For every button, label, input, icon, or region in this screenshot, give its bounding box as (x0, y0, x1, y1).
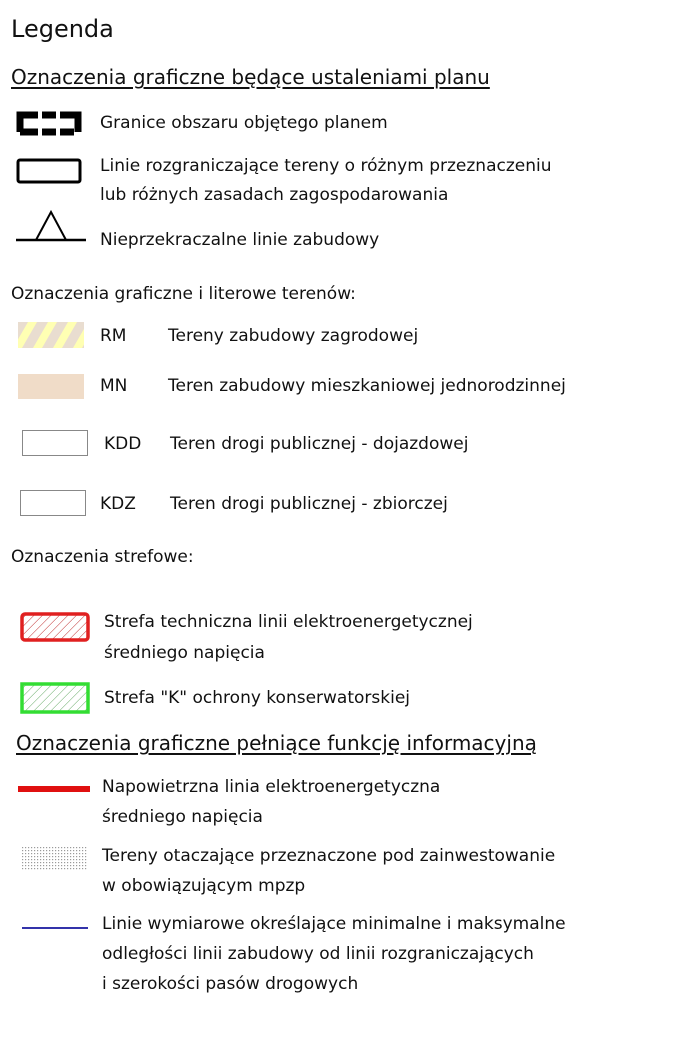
k-zone-hatch-icon (20, 682, 90, 714)
legend-label: odległości linii zabudowy od linii rozgraniczających (102, 944, 534, 964)
legend-title: Legenda (11, 15, 114, 43)
section-heading-strefy: Oznaczenia strefowe: (11, 547, 194, 567)
rectangle-outline-icon (16, 158, 82, 184)
dotted-area-icon (22, 847, 88, 871)
section-heading-zones: Oznaczenia graficzne i literowe terenów: (11, 284, 356, 304)
dashed-boundary-icon (16, 111, 82, 137)
legend-label: Linie rozgraniczające tereny o różnym przeznaczeniu (100, 156, 552, 176)
legend-label: w obowiązującym mpzp (102, 876, 306, 896)
mn-swatch-icon (18, 374, 84, 399)
zone-label: Tereny zabudowy zagrodowej (168, 326, 419, 346)
rm-swatch-icon (18, 322, 84, 348)
kdz-swatch-icon (20, 490, 86, 516)
zone-code: KDZ (100, 494, 136, 514)
legend-label: Tereny otaczające przeznaczone pod zainwestowanie (102, 846, 556, 866)
power-line-icon (18, 786, 90, 792)
legend-label: średniego napięcia (104, 643, 265, 663)
zone-code: RM (100, 326, 127, 346)
legend-label: i szerokości pasów drogowych (102, 974, 359, 994)
building-line-triangle-icon (14, 206, 88, 246)
legend-label: Linie wymiarowe określające minimalne i maksymalne (102, 914, 566, 934)
legend-label: Granice obszaru objętego planem (100, 113, 388, 133)
section-heading-plan: Oznaczenia graficzne będące ustaleniami planu (11, 65, 490, 89)
legend-label: Nieprzekraczalne linie zabudowy (100, 230, 380, 250)
zone-label: Teren zabudowy mieszkaniowej jednorodzinnej (168, 376, 566, 396)
section-heading-info: Oznaczenia graficzne pełniące funkcję informacyjną (16, 731, 537, 755)
zone-code: MN (100, 376, 128, 396)
kdd-swatch-icon (22, 430, 88, 456)
zone-label: Teren drogi publicznej - zbiorczej (170, 494, 448, 514)
legend-label: lub różnych zasadach zagospodarowania (100, 185, 449, 205)
legend-label: średniego napięcia (102, 807, 263, 827)
legend-label: Strefa "K" ochrony konserwatorskiej (104, 688, 411, 708)
legend-label: Strefa techniczna linii elektroenergetycznej (104, 612, 473, 632)
legend-label: Napowietrzna linia elektroenergetyczna (102, 777, 441, 797)
zone-code: KDD (104, 434, 142, 454)
zone-label: Teren drogi publicznej - dojazdowej (170, 434, 469, 454)
dimension-line-icon (22, 927, 88, 929)
tech-zone-hatch-icon (20, 612, 90, 642)
